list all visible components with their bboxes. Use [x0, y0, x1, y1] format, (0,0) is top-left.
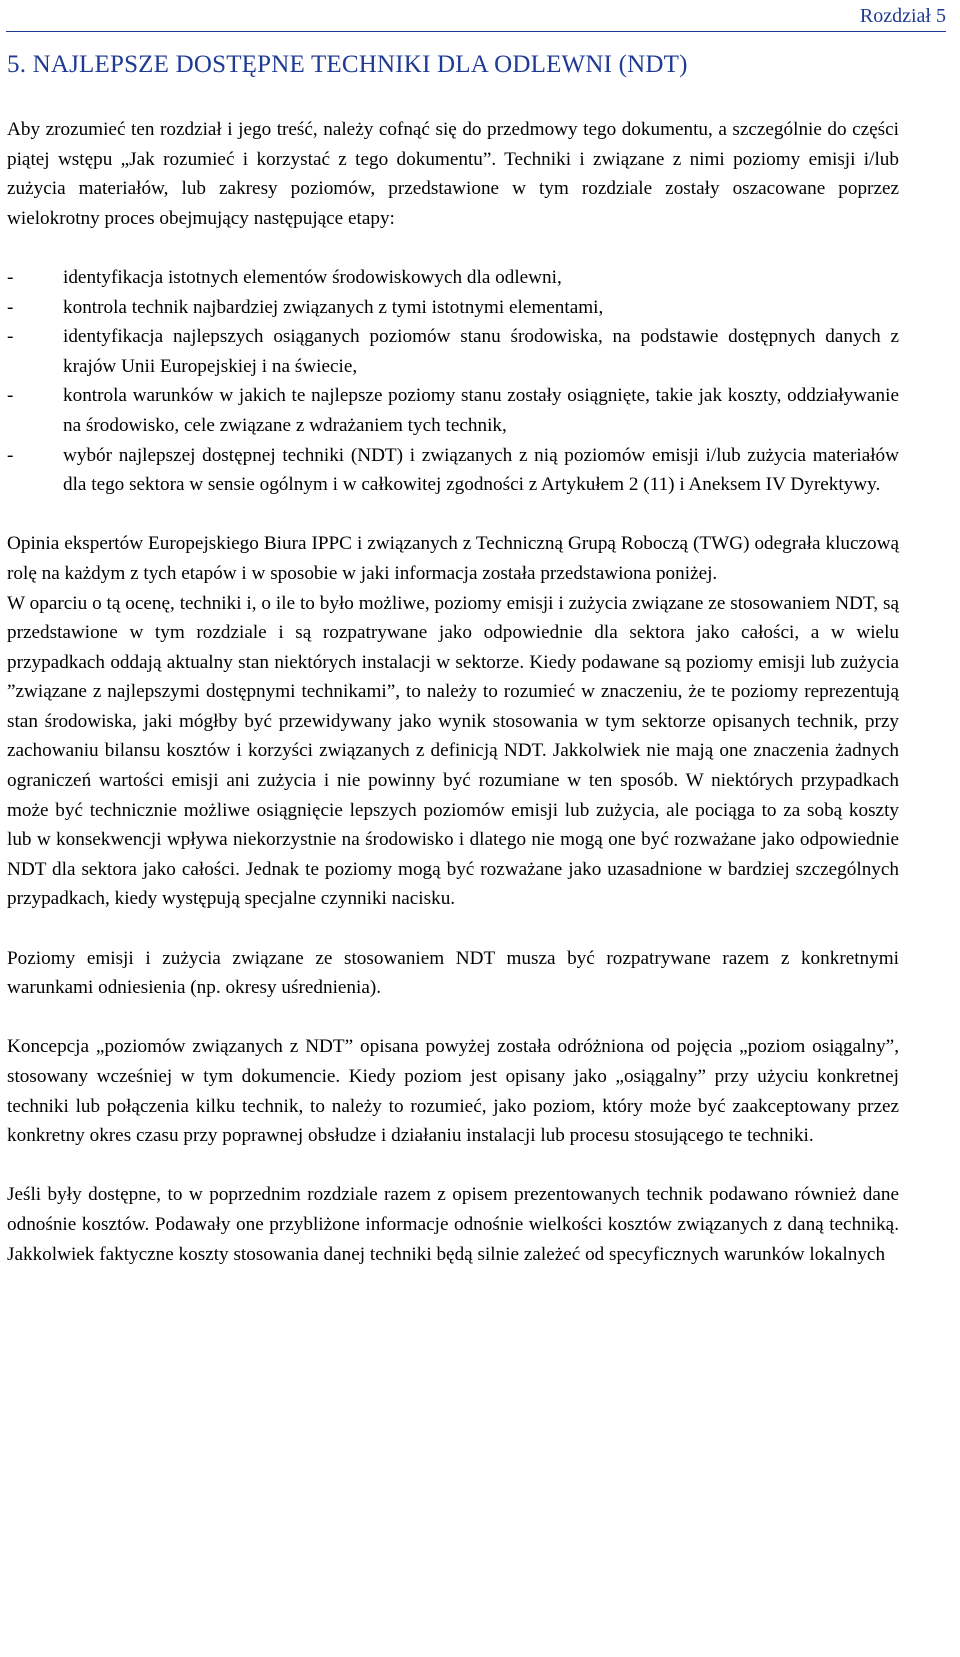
intro-paragraph: Aby zrozumieć ten rozdział i jego treść, należy cofnąć się do przedmowy tego dokumentu, a szczególnie do części piątej wstępu „Jak rozumieć i korzystać z tego dokumentu”. Techniki i związane z nimi poziomy emisji i/lub zużycia materiałów, lub zakresy poziomów, przedstawione w tym rozdziale zostały oszacowane poprzez wielokrotny proces obejmujący następujące etapy: — [7, 119, 899, 229]
assessment-paragraph: W oparciu o tą ocenę, techniki i, o ile to było możliwe, poziomy emisji i zużycia związane ze stosowaniem NDT, są przedstawione w tym rozdziale i są rozpatrywane jako odpowiednie dla sektora jako całości, a w wielu przypadkach oddają aktualny stan niektórych instalacji w sektorze. Kiedy podawane są poziomy emisji lub zużycia ”związane z najlepszymi dostępnymi technikami”, to należy to rozumieć w znaczeniu, że te poziomy reprezentują stan środowiska, jaki mógłby być przewidywany jako wynik stosowania w tym sektorze opisanych technik, przy zachowaniu bilansu kosztów i korzyści związanych z definicją NDT. Jakkolwiek nie mają one znaczenia żadnych ograniczeń wartości emisji ani zużycia i nie powinny być rozumiane w ten sposób. W niektórych przypadkach może być technicznie możliwe osiągnięcie lepszych poziomów emisji lub zużycia, ale pociąga to za sobą koszty lub w konsekwencji wpływa niekorzystnie na środowisko i dlatego nie mogą one być rozważane jako odpowiednie NDT dla sektora jako całości. Jednak te poziomy mogą być rozważane jako uzasadnione w bardziej szczególnych przypadkach, kiedy występują specjalne czynniki nacisku. — [7, 592, 899, 910]
list-item-text: kontrola technik najbardziej związanych z tymi istotnymi elementami, — [63, 296, 604, 318]
costs-paragraph: Jeśli były dostępne, to w poprzednim rozdziale razem z opisem prezentowanych technik podawano również dane odnośnie kosztów. Podawały one przybliżone informacje odnośnie wielkości kosztów związanych z daną techniką. Jakkolwiek faktyczne koszty stosowania danej techniki będą silnie zależeć od specyficznych warunków lokalnych — [7, 1184, 899, 1265]
stages-list — [7, 263, 899, 500]
chapter-label: Rozdział 5 — [859, 5, 946, 27]
list-dash: - — [7, 385, 14, 407]
list-item — [7, 263, 899, 293]
header-rule — [6, 31, 946, 32]
page-title: 5. NAJLEPSZE DOSTĘPNE TECHNIKI DLA ODLEWNI (NDT) — [7, 51, 688, 78]
list-item — [7, 322, 899, 381]
list-dash: - — [7, 326, 14, 348]
list-dash: - — [7, 444, 14, 466]
list-item — [7, 441, 899, 500]
document-body — [7, 115, 899, 1269]
list-item-text: kontrola warunków w jakich te najlepsze poziomy stanu zostały osiągnięte, takie jak koszty, oddziaływanie na środowisko, cele związane z wdrażaniem tych technik, — [63, 385, 899, 436]
list-item — [7, 293, 899, 323]
list-dash: - — [7, 296, 14, 318]
concept-paragraph: Koncepcja „poziomów związanych z NDT” opisana powyżej została odróżniona od pojęcia „poziom osiągalny”, stosowany wcześniej w tym dokumencie. Kiedy poziom jest opisany jako „osiągalny” przy użyciu konkretnej techniki lub połączenia kilku technik, to należy to rozumieć, jako poziom, który może być zaakceptowany przez konkretny okres czasu przy poprawnej obsłudze i działaniu instalacji lub procesu stosującego te techniki. — [7, 1036, 899, 1147]
list-item-text: wybór najlepszej dostępnej techniki (NDT) i związanych z nią poziomów emisji i/lub zużycia materiałów dla tego sektora w sensie ogólnym i w całkowitej zgodności z Artykułem 2 (11) i Aneksem IV Dyrektywy. — [63, 444, 899, 496]
expert-opinion-paragraph: Opinia ekspertów Europejskiego Biura IPPC i związanych z Techniczną Grupą Roboczą (TWG) odegrała kluczową rolę na każdym z tych etapów i w sposobie w jaki informacja została przedstawiona poniżej. — [7, 533, 899, 584]
list-item — [7, 381, 899, 440]
reference-conditions-paragraph: Poziomy emisji i zużycia związane ze stosowaniem NDT musza być rozpatrywane razem z konkretnymi warunkami odniesienia (np. okresy uśrednienia). — [7, 947, 899, 999]
list-dash: - — [7, 266, 14, 288]
list-item-text: identyfikacja istotnych elementów środowiskowych dla odlewni, — [63, 266, 562, 288]
list-item-text: identyfikacja najlepszych osiąganych poziomów stanu środowiska, na podstawie dostępnych danych z krajów Unii Europejskiej i na świecie, — [63, 326, 899, 377]
